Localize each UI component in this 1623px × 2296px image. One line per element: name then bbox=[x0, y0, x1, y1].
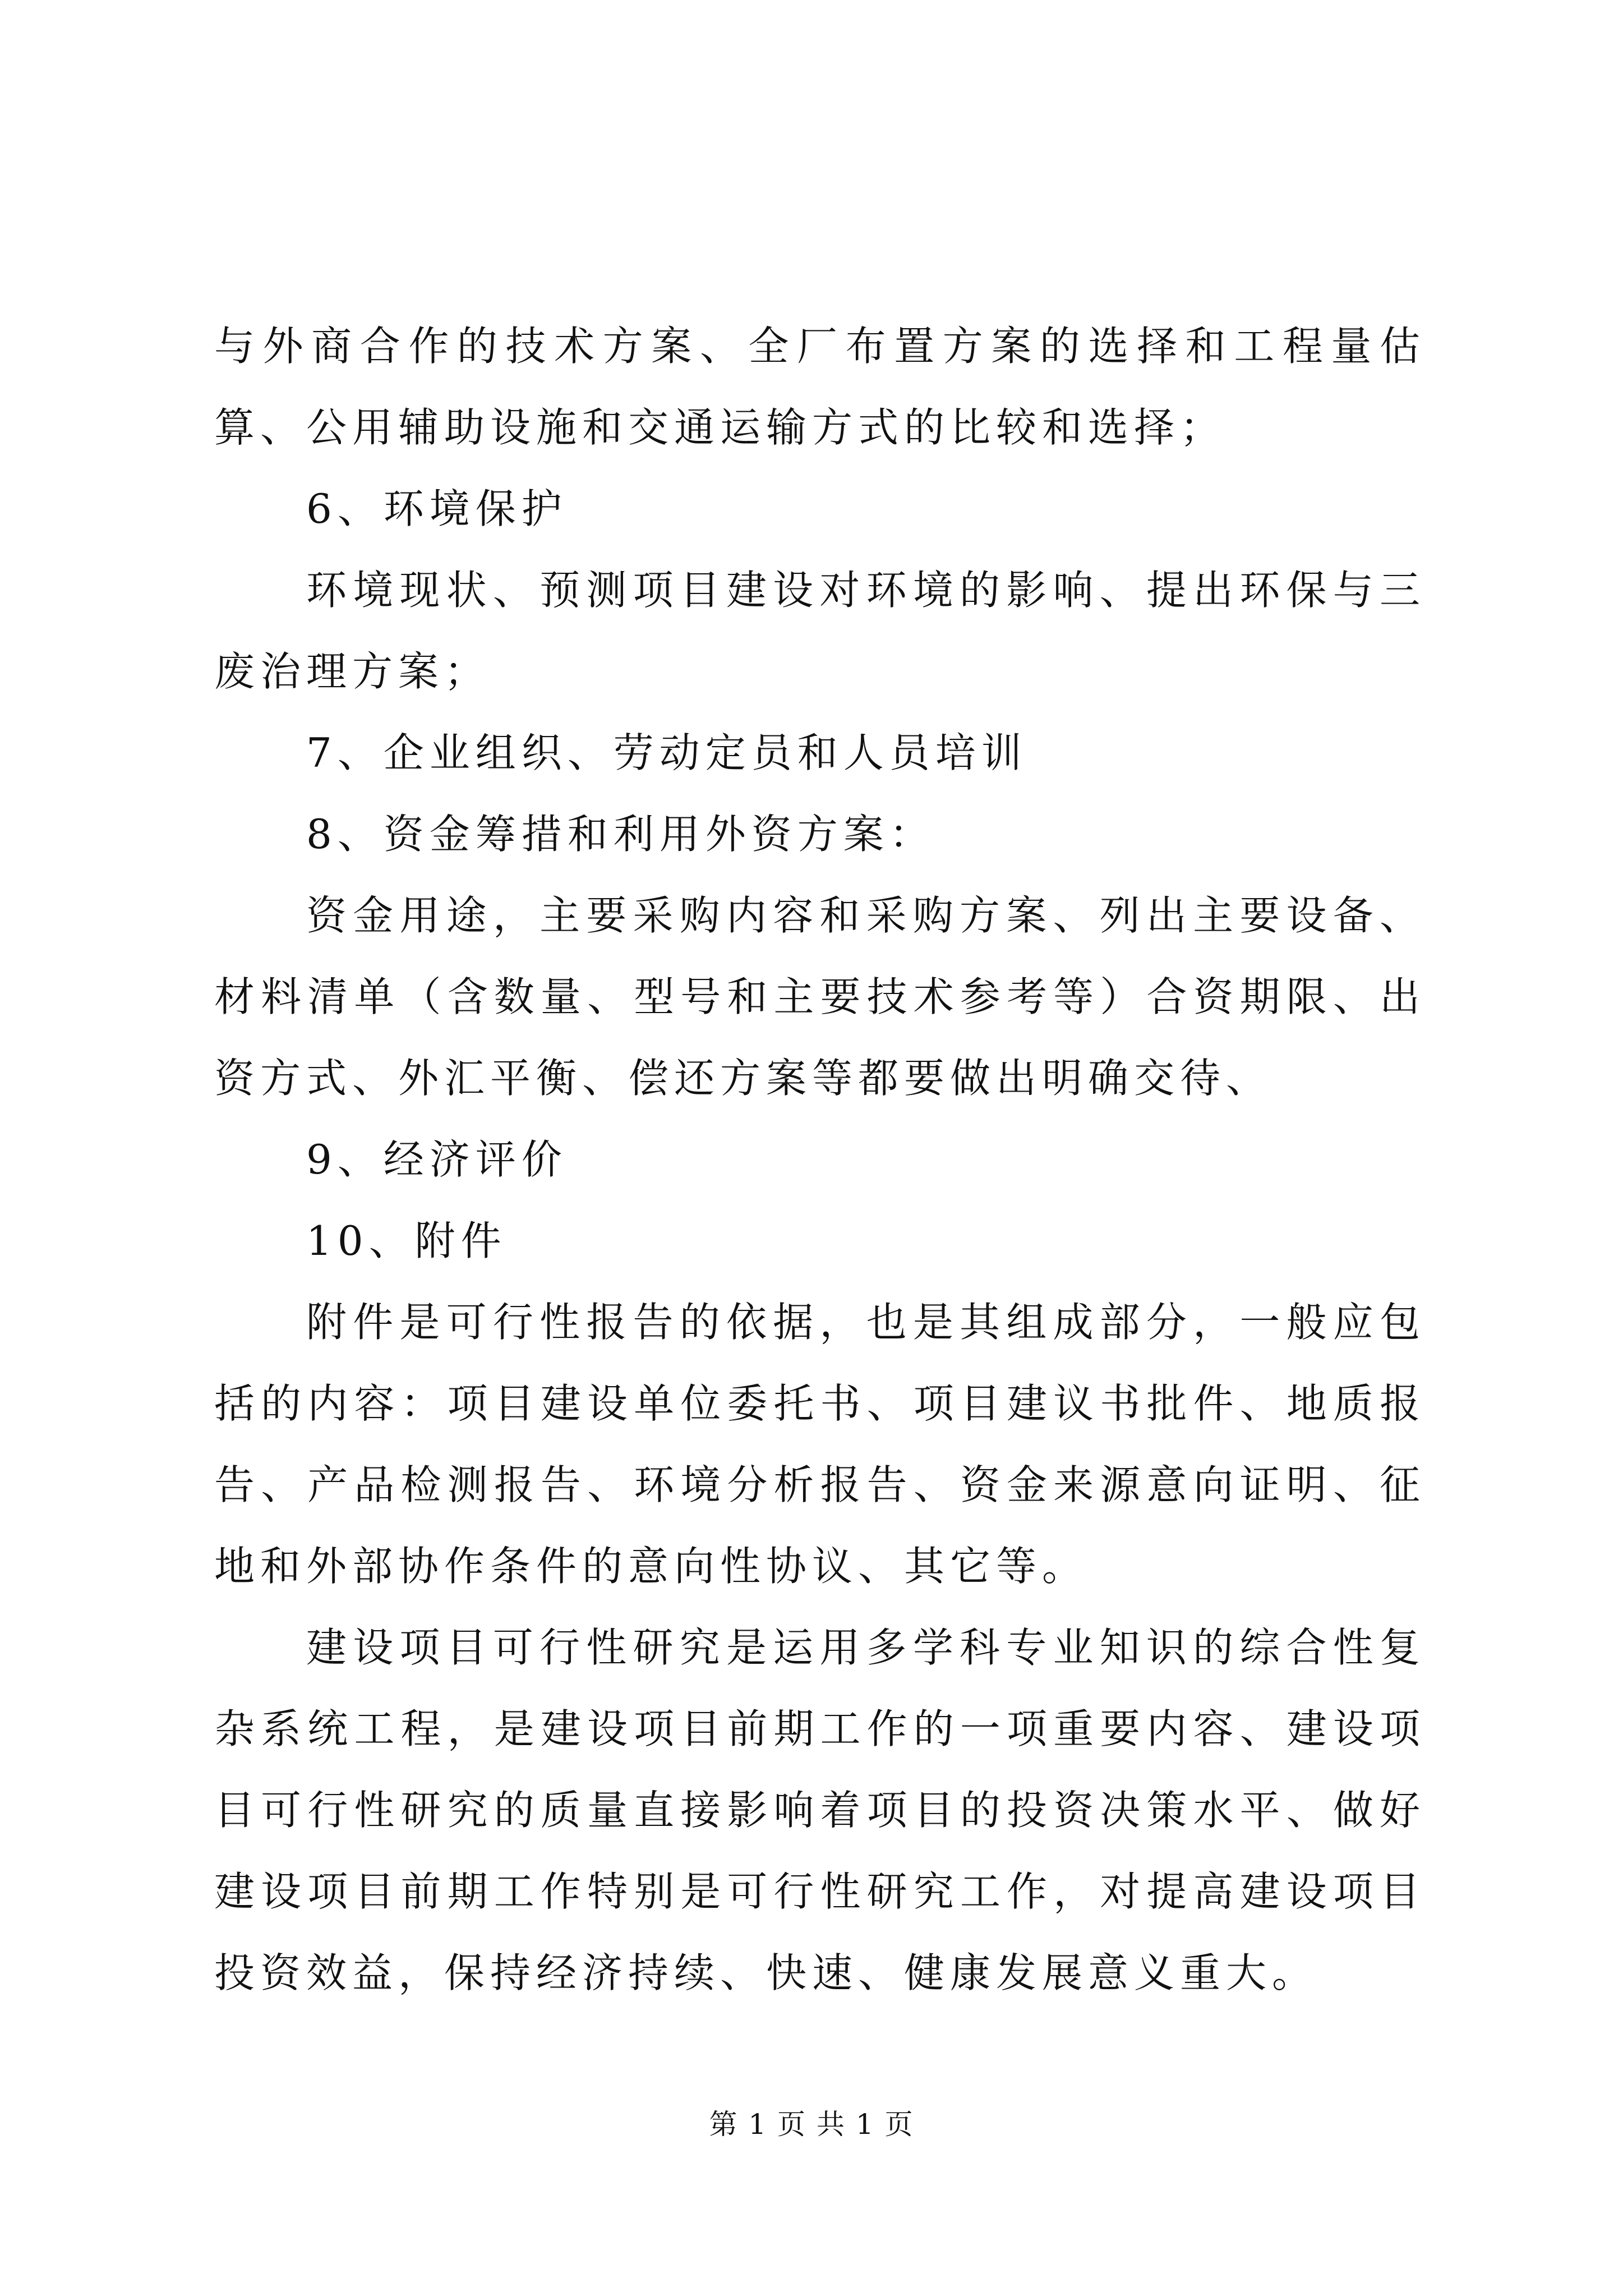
paragraph-attachments: 附件是可行性报告的依据，也是其组成部分，一般应包括的内容：项目建设单位委托书、项目建议书批件、地质报告、产品检测报告、环境分析报告、资金来源意向证明、征地和外部协作条件的意向性协议、其它等。 bbox=[214, 1299, 1426, 1590]
document-body bbox=[214, 306, 1426, 2014]
paragraph-continuation: 与外商合作的技术方案、全厂布置方案的选择和工程量估算、公用辅助设施和交通运输方式的比较和选择； bbox=[214, 323, 1426, 451]
paragraph-conclusion: 建设项目可行性研究是运用多学科专业知识的综合性复杂系统工程，是建设项目前期工作的一项重要内容、建设项目可行性研究的质量直接影响着项目的投资决策水平、做好建设项目前期工作特别是可行性研究工作，对提高建设项目投资效益，保持经济持续、快速、健康发展意义重大。 bbox=[214, 1624, 1426, 1996]
section-heading-environment: 6、环境保护 bbox=[306, 485, 568, 532]
section-heading-organization: 7、企业组织、劳动定员和人员培训 bbox=[306, 729, 1027, 776]
section-heading-funding: 8、资金筹措和利用外资方案： bbox=[306, 811, 935, 858]
paragraph-environment: 环境现状、预测项目建设对环境的影响、提出环保与三废治理方案； bbox=[214, 567, 1426, 695]
paragraph-funding: 资金用途，主要采购内容和采购方案、列出主要设备、材料清单（含数量、型号和主要技术参考等）合资期限、出资方式、外汇平衡、偿还方案等都要做出明确交待、 bbox=[214, 892, 1426, 1102]
section-heading-attachments: 10、附件 bbox=[306, 1217, 507, 1264]
page-footer: 第 1 页 共 1 页 bbox=[709, 2108, 914, 2141]
section-heading-economic-evaluation: 9、经济评价 bbox=[306, 1136, 568, 1183]
